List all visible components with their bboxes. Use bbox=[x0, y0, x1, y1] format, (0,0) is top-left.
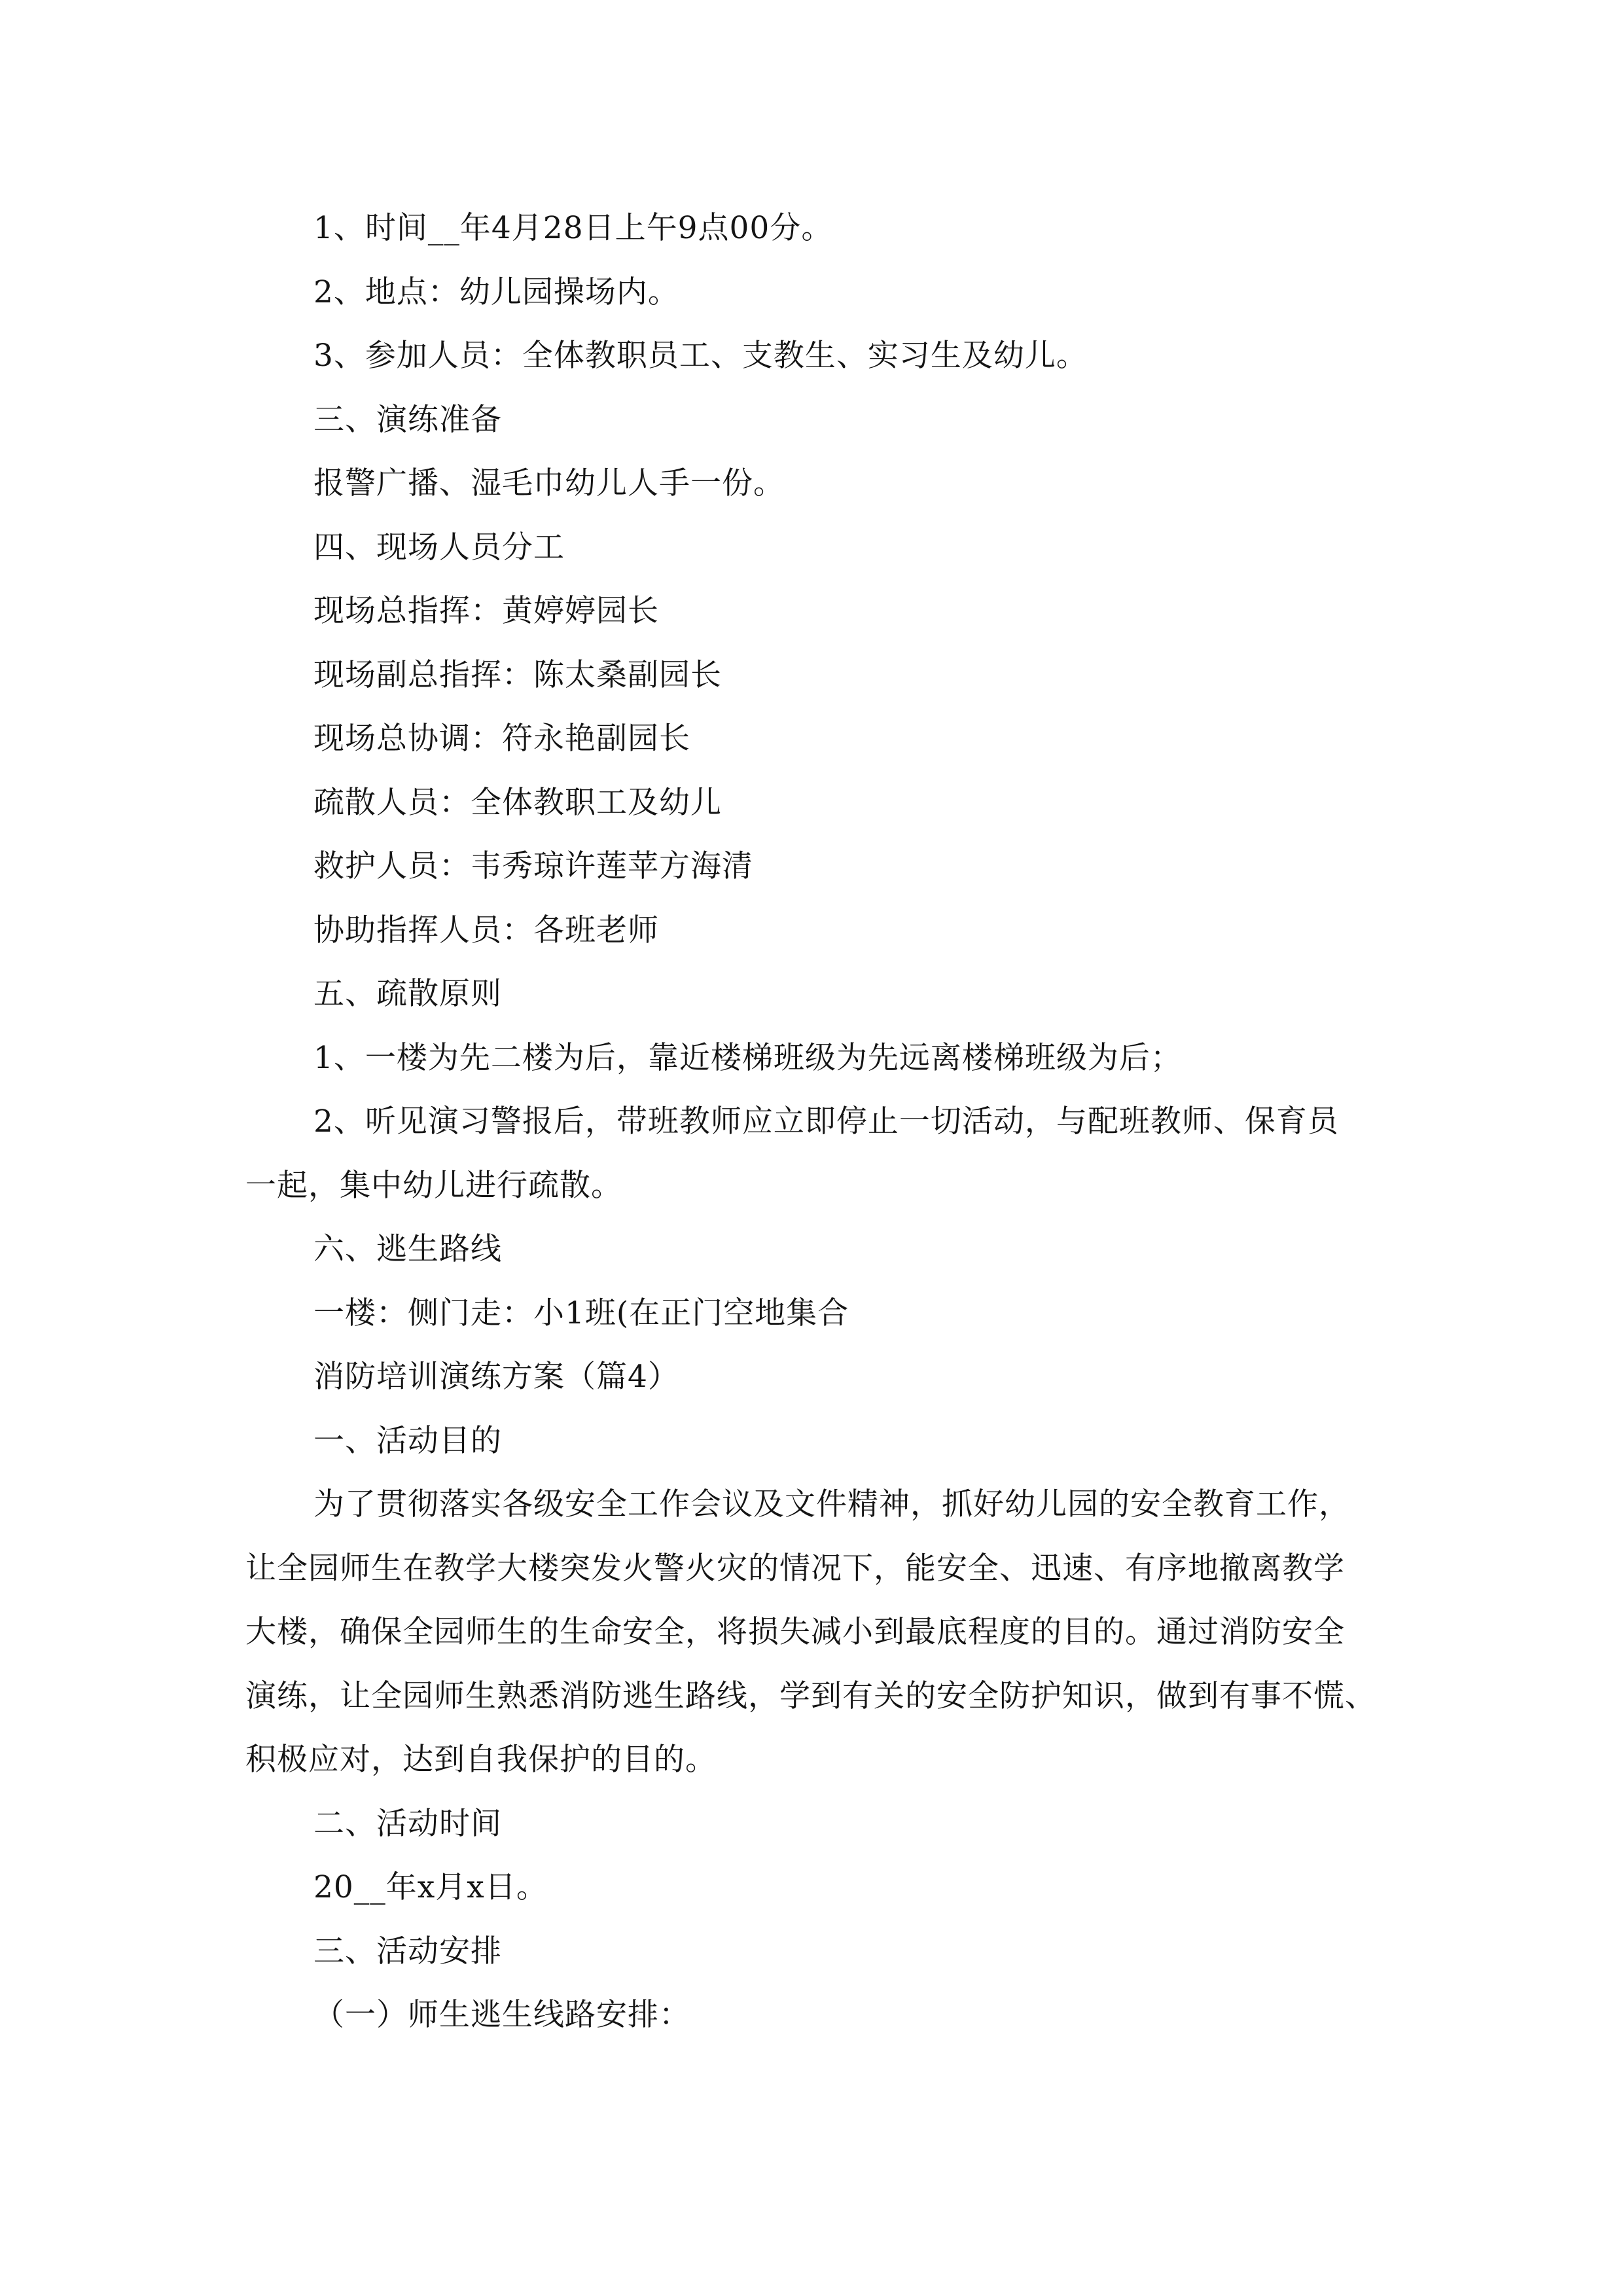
section-heading-preparation: 三、演练准备 bbox=[313, 401, 502, 438]
paragraph-evacuate-line-1: 2、听见演习警报后，带班教师应立即停止一切活动，与配班教师、保育员 bbox=[313, 1103, 1339, 1139]
text-line-coordinator: 现场总协调：符永艳副园长 bbox=[313, 721, 690, 757]
subsection-heading-escape-routes: （一）师生逃生线路安排： bbox=[313, 1997, 690, 2033]
paragraph-purpose-line-3: 大楼，确保全园师生的生命安全，将损失减小到最底程度的目的。通过消防安全 bbox=[245, 1614, 1345, 1650]
section-heading-arrangement: 三、活动安排 bbox=[313, 1933, 502, 1969]
text-line-preparation: 报警广播、湿毛巾幼儿人手一份。 bbox=[313, 465, 785, 501]
text-line-activity-date: 20__年x月x日。 bbox=[313, 1869, 548, 1905]
document-body bbox=[245, 196, 1387, 2047]
paragraph-purpose-line-4: 演练，让全园师生熟悉消防逃生路线，学到有关的安全防护知识，做到有事不慌、 bbox=[245, 1677, 1376, 1714]
text-line-participants: 3、参加人员：全体教职员工、支教生、实习生及幼儿。 bbox=[313, 338, 1088, 374]
text-line-evacuees: 疏散人员：全体教职工及幼儿 bbox=[313, 784, 722, 821]
text-line-time: 1、时间__年4月28日上午9点00分。 bbox=[313, 210, 833, 246]
text-line-commander: 现场总指挥：黄婷婷园长 bbox=[313, 593, 659, 629]
section-heading-principles: 五、疏散原则 bbox=[313, 976, 502, 1012]
text-line-location: 2、地点：幼儿园操场内。 bbox=[313, 274, 679, 310]
section-heading-purpose: 一、活动目的 bbox=[313, 1422, 502, 1459]
paragraph-purpose-line-2: 让全园师生在教学大楼突发火警火灾的情况下，能安全、迅速、有序地撤离教学 bbox=[245, 1550, 1345, 1587]
text-line-route-floor-1: 一楼：侧门走：小1班(在正门空地集合 bbox=[313, 1295, 849, 1331]
section-heading-division: 四、现场人员分工 bbox=[313, 529, 565, 565]
text-line-principle-1: 1、一楼为先二楼为后，靠近楼梯班级为先远离楼梯班级为后； bbox=[313, 1039, 1182, 1076]
paragraph-evacuate-line-2: 一起，集中幼儿进行疏散。 bbox=[245, 1167, 622, 1204]
text-line-rescuers: 救护人员：韦秀琼许莲苹方海清 bbox=[313, 848, 753, 884]
document-subtitle: 消防培训演练方案（篇4） bbox=[313, 1359, 679, 1395]
text-line-deputy-commander: 现场副总指挥：陈太桑副园长 bbox=[313, 656, 722, 693]
paragraph-purpose-line-5: 积极应对，达到自我保护的目的。 bbox=[245, 1742, 717, 1778]
paragraph-purpose-line-1: 为了贯彻落实各级安全工作会议及文件精神，抓好幼儿园的安全教育工作， bbox=[313, 1486, 1350, 1522]
section-heading-route: 六、逃生路线 bbox=[313, 1231, 502, 1267]
text-line-assistants: 协助指挥人员：各班老师 bbox=[313, 912, 659, 948]
section-heading-time: 二、活动时间 bbox=[313, 1805, 502, 1842]
